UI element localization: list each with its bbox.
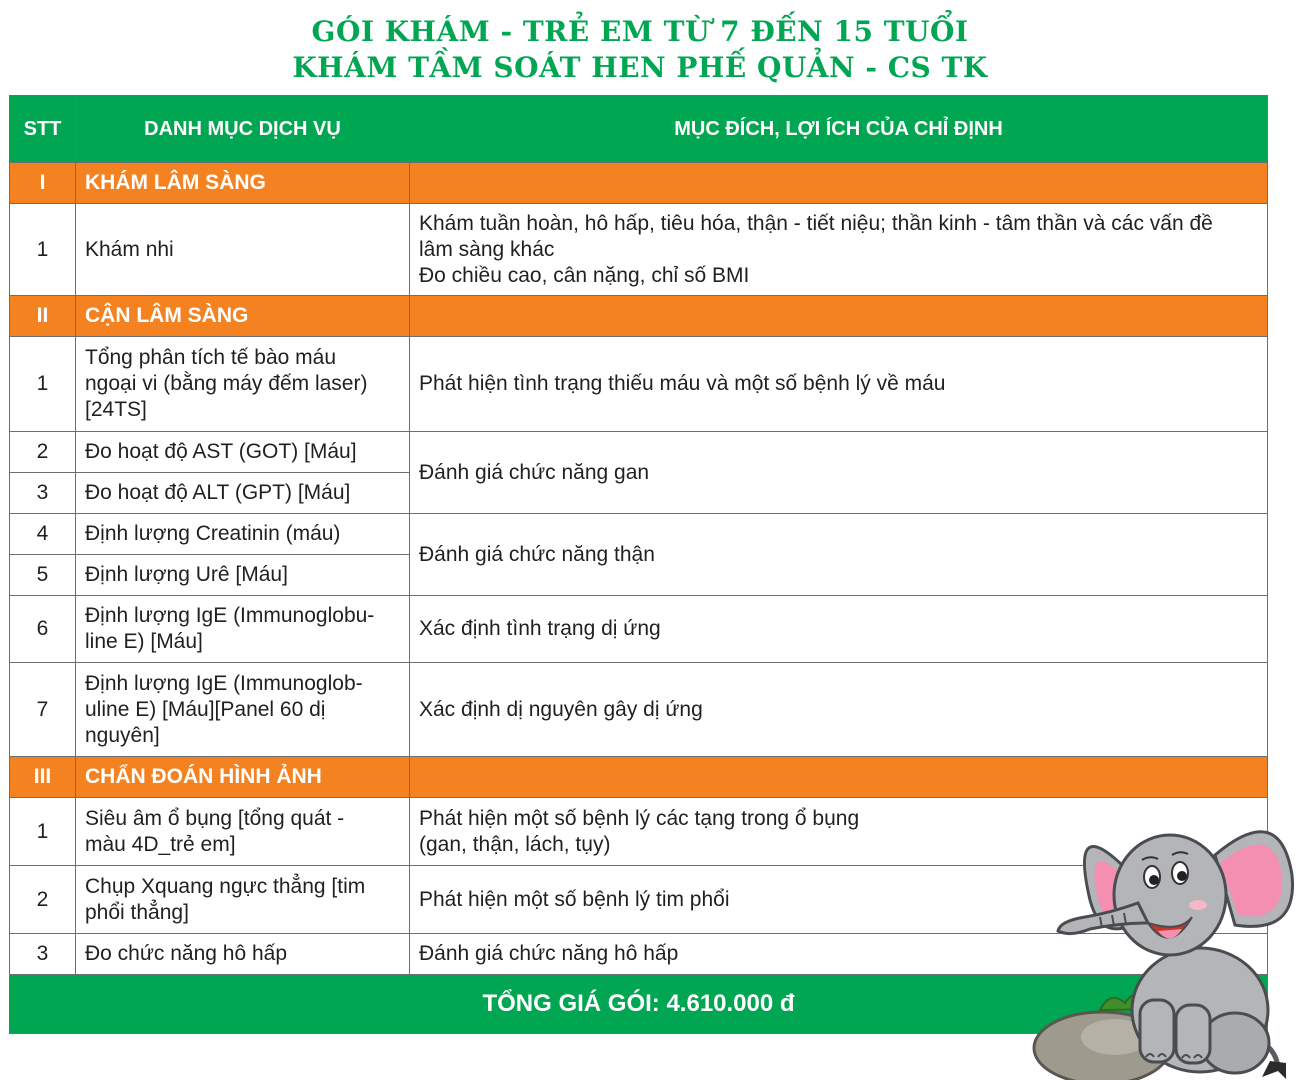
row-service [76,337,410,432]
service-line: [24TS] [85,398,147,421]
title-line-1: GÓI KHÁM - TRẺ EM TỪ 7 ĐẾN 15 TUỔI [311,15,969,48]
section-number: I [10,163,76,204]
section-number: III [10,757,76,798]
purpose-line: (gan, thận, lách, tụy) [419,832,611,856]
table-row [10,596,1268,663]
cheek-blush [1189,900,1207,910]
service-line: Siêu âm ổ bụng [tổng quát - [85,806,345,830]
row-service: Đo chức năng hô hấp [76,934,410,975]
row-purpose: Đánh giá chức năng thận [410,514,1268,596]
row-stt: 1 [10,337,76,432]
row-purpose: Phát hiện tình trạng thiếu máu và một số bệnh lý về máu [410,337,1268,432]
row-service [76,866,410,934]
leg-shape [1140,1000,1174,1062]
header-service: DANH MỤC DỊCH VỤ [76,96,410,163]
row-stt: 6 [10,596,76,663]
section-row-clinical [10,163,1268,204]
table-row [10,204,1268,296]
right-pupil [1177,871,1187,881]
section-empty-cell [410,163,1268,204]
service-line: Định lượng IgE (Immunoglob- [85,671,363,695]
row-service: Đo hoạt độ AST (GOT) [Máu] [76,432,410,473]
purpose-line: Phát hiện một số bệnh lý các tạng trong ổ bụng [419,806,860,830]
tail-tuft [1262,1061,1286,1079]
row-service [76,663,410,757]
row-service: Đo hoạt độ ALT (GPT) [Máu] [76,473,410,514]
table-row [10,337,1268,432]
section-empty-cell [410,757,1268,798]
purpose-line: Khám tuần hoàn, hô hấp, tiêu hóa, thận - tiết niệu; thần kinh - tâm thần và các vấn đề [419,211,1213,235]
service-line: Chụp Xquang ngực thẳng [tim [85,874,366,898]
row-service: Khám nhi [76,204,410,296]
row-stt: 2 [10,866,76,934]
left-pupil [1149,875,1159,885]
row-stt: 1 [10,798,76,866]
total-price: TỔNG GIÁ GÓI: 4.610.000 đ [10,975,1268,1034]
row-service: Định lượng Urê [Máu] [76,555,410,596]
row-stt: 2 [10,432,76,473]
purpose-line: Đo chiều cao, cân nặng, chỉ số BMI [419,263,750,287]
service-line: phổi thẳng] [85,900,189,924]
row-service [76,798,410,866]
service-line: nguyên] [85,723,160,747]
row-purpose: Xác định tình trạng dị ứng [410,596,1268,663]
row-stt: 1 [10,204,76,296]
service-line: uline E) [Máu][Panel 60 dị [85,697,326,721]
row-purpose [410,204,1268,296]
header-purpose: MỤC ĐÍCH, LỢI ÍCH CỦA CHỈ ĐỊNH [410,96,1268,163]
service-line: Định lượng IgE (Immunoglobu- [85,604,375,627]
row-purpose: Đánh giá chức năng gan [410,432,1268,514]
purpose-line: lâm sàng khác [419,237,555,261]
row-purpose: Xác định dị nguyên gây dị ứng [410,663,1268,757]
table-row [10,663,1268,757]
row-purpose: Phát hiện một số bệnh lý tim phổi [410,866,1268,934]
section-row-imaging [10,757,1268,798]
row-stt: 3 [10,934,76,975]
row-stt: 4 [10,514,76,555]
section-title: CHẨN ĐOÁN HÌNH ẢNH [76,757,410,798]
header-stt: STT [10,96,76,163]
section-title: KHÁM LÂM SÀNG [76,163,410,204]
row-service: Định lượng Creatinin (máu) [76,514,410,555]
row-stt: 5 [10,555,76,596]
elephant-illustration [1030,805,1300,1080]
section-row-paraclinical [10,296,1268,337]
service-line: ngoại vi (bằng máy đếm laser) [85,372,368,395]
row-stt: 7 [10,663,76,757]
page-title [0,14,1280,86]
section-title: CẬN LÂM SÀNG [76,296,410,337]
section-number: II [10,296,76,337]
row-stt: 3 [10,473,76,514]
service-line: màu 4D_trẻ em] [85,832,236,856]
table-header-row [10,96,1268,163]
title-line-2: KHÁM TẦM SOÁT HEN PHẾ QUẢN - CS TK [292,51,988,84]
service-line: line E) [Máu] [85,630,203,653]
row-service [76,596,410,663]
table-row [10,432,1268,473]
service-line: Tổng phân tích tế bào máu [85,346,337,369]
leg-shape [1176,1005,1210,1063]
table-row [10,514,1268,555]
row-purpose: Đánh giá chức năng hô hấp [410,934,1268,975]
section-empty-cell [410,296,1268,337]
